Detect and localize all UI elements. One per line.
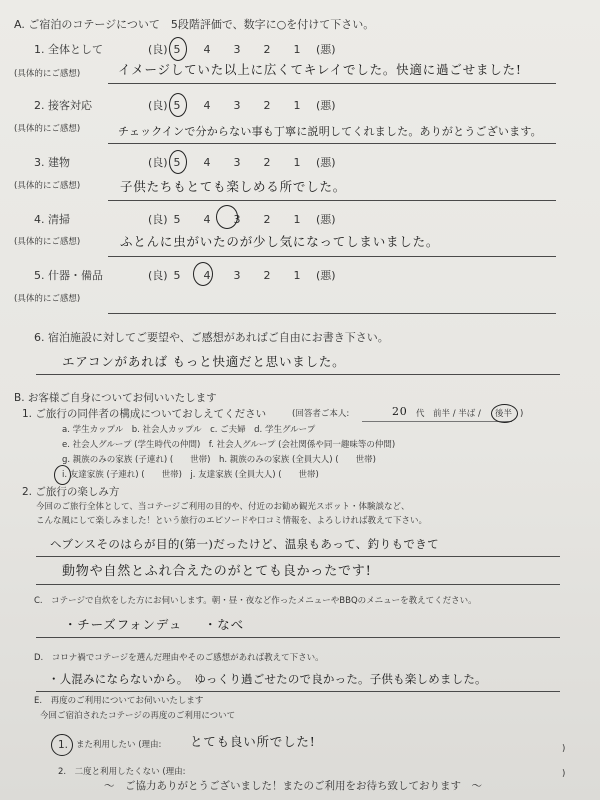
companion-options-1: a. 学生カップル b. 社会人カップル c. ご夫婦 d. 学生グループ <box>62 425 316 435</box>
score-4: 4 <box>203 156 211 169</box>
score-1: 1 <box>293 99 301 112</box>
item-4-comment: ふとんに虫がいたのが少し気になってしまいました。 <box>120 234 440 249</box>
respondent-choice: 後半 <box>495 409 513 419</box>
section-e-sub: 今回ご宿泊されたコテージの再度のご利用について <box>40 711 236 721</box>
item-2-good: (良) <box>148 99 168 112</box>
item-1-label: 1. 全体として <box>34 43 103 56</box>
score-2: 2 <box>263 269 271 282</box>
score-5: 5 <box>173 213 181 226</box>
q2-answer-line-2 <box>36 584 560 585</box>
item-5-scores <box>162 270 312 281</box>
section-c-header: C. コテージで自炊をした方にお伺いします。朝・昼・夜など作ったメニューやBBQのメニューを教えてください。 <box>34 596 477 606</box>
score-2: 2 <box>263 156 271 169</box>
q6-label: 6. 宿泊施設に対してご要望や、ご感想があればご自由にお書き下さい。 <box>34 331 389 344</box>
thanks-message: ～ ご協力ありがとうございました！またのご利用をお待ち致しております ～ <box>104 780 482 792</box>
reuse-option-1-close: ) <box>562 744 566 754</box>
score-4: 4 <box>203 269 211 282</box>
q2-answer-1: ヘブンスそのはらが目的(第一)だったけど、温泉もあって、釣りもできて <box>50 537 440 551</box>
item-3-label: 3. 建物 <box>34 156 70 169</box>
reuse-option-1-number: 1. <box>58 739 69 751</box>
q2-label: 2. ご旅行の楽しみ方 <box>22 486 120 498</box>
item-3-comment: 子供たちもとても楽しめる所でした。 <box>120 179 347 194</box>
item-5-good: (良) <box>148 269 168 282</box>
section-e-header: E. 再度のご利用についてお伺いいたします <box>34 696 204 706</box>
item-1-bad: (悪) <box>316 43 336 56</box>
reuse-option-1-reason: とても良い所でした! <box>190 734 316 749</box>
item-5-comment-line <box>108 313 556 314</box>
item-4-detail-label: (具体的にご感想) <box>14 237 81 247</box>
respondent-suffix: 代 前半 / 半ば / <box>416 409 481 419</box>
score-1: 1 <box>293 156 301 169</box>
item-4-comment-line <box>108 256 556 257</box>
section-c-answer-2: ・なべ <box>204 617 244 632</box>
score-5: 5 <box>173 269 181 282</box>
item-3-good: (良) <box>148 156 168 169</box>
respondent-label: (回答者ご本人: <box>292 409 350 419</box>
item-1-comment-line <box>108 83 556 84</box>
item-1-comment: イメージしていた以上に広くてキレイでした。快適に過ごせました! <box>118 62 522 77</box>
item-5-detail-label: (具体的にご感想) <box>14 294 81 304</box>
item-2-comment: チェックインで分からない事も丁寧に説明してくれました。ありがとうございます。 <box>118 125 542 138</box>
item-5-selected-circle <box>193 262 213 286</box>
item-1-detail-label: (具体的にご感想) <box>14 69 81 79</box>
item-2-bad: (悪) <box>316 99 336 112</box>
section-a-header: A. ご宿泊のコテージについて 5段階評価で、数字に○を付けて下さい。 <box>14 18 375 31</box>
companion-options-2: e. 社会人グループ (学生時代の仲間) f. 社会人グループ (会社関係や同一趣味等の仲間) <box>62 440 396 450</box>
score-3: 3 <box>233 43 241 56</box>
score-3: 3 <box>233 213 241 226</box>
item-3-bad: (悪) <box>316 156 336 169</box>
item-2-comment-line <box>108 143 556 144</box>
item-1-good: (良) <box>148 43 168 56</box>
q2-desc-1: 今回のご旅行全体として、当コテージご利用の目的や、付近のお勧め観光スポット・体験談など、 <box>36 502 410 512</box>
companion-choice-circle <box>54 465 71 485</box>
q6-answer-line <box>36 374 560 375</box>
q1-label: 1. ご旅行の同伴者の構成についておしえてください <box>22 408 267 420</box>
item-1-selected-circle <box>169 37 187 61</box>
item-5-label: 5. 什器・備品 <box>34 269 103 282</box>
q2-answer-2: 動物や自然とふれ合えたのがとても良かったです! <box>62 564 372 579</box>
score-1: 1 <box>293 213 301 226</box>
respondent-age: 20 <box>392 405 408 418</box>
respondent-line <box>362 421 512 422</box>
respondent-close: ) <box>520 409 524 419</box>
reuse-option-1-label: また利用したい (理由: <box>76 740 162 750</box>
score-3: 3 <box>233 156 241 169</box>
item-4-good: (良) <box>148 213 168 226</box>
score-4: 4 <box>203 99 211 112</box>
item-4-bad: (悪) <box>316 213 336 226</box>
section-d-header: D. コロナ禍でコテージを選んだ理由やそのご感想があれば教えて下さい。 <box>34 653 324 663</box>
respondent-choice-circle <box>491 404 518 423</box>
item-4-label: 4. 清掃 <box>34 213 70 226</box>
section-b-header: B. お客様ご自身についてお伺いいたします <box>14 392 217 404</box>
q2-answer-line-1 <box>36 556 560 557</box>
score-3: 3 <box>233 99 241 112</box>
reuse-option-2-label: 2. 二度と利用したくない (理由: <box>58 767 186 777</box>
q6-answer: エアコンがあれば もっと快適だと思いました。 <box>62 354 346 369</box>
reuse-option-2-close: ) <box>562 769 566 779</box>
reuse-option-1-circle <box>51 734 73 756</box>
score-4: 4 <box>203 43 211 56</box>
item-2-detail-label: (具体的にご感想) <box>14 124 81 134</box>
item-3-detail-label: (具体的にご感想) <box>14 181 81 191</box>
score-1: 1 <box>293 269 301 282</box>
section-c-answer-1: ・チーズフォンデュ <box>64 617 183 632</box>
section-d-answer: ・人混みにならないから。 ゆっくり過ごせたので良かった。子供も楽しめました。 <box>48 672 487 686</box>
item-3-selected-circle <box>169 150 187 174</box>
companion-options-4: i. 友達家族 (子連れ) ( 世帯) j. 友達家族 (全員大人) ( 世帯) <box>62 470 319 480</box>
score-2: 2 <box>263 43 271 56</box>
score-1: 1 <box>293 43 301 56</box>
section-c-answer-line <box>36 637 560 638</box>
score-5: 5 <box>173 156 181 169</box>
item-4-selected-circle <box>216 205 238 229</box>
score-3: 3 <box>233 269 241 282</box>
item-3-comment-line <box>108 200 556 201</box>
score-2: 2 <box>263 213 271 226</box>
companion-options-3: g. 親族のみの家族 (子連れ) ( 世帯) h. 親族のみの家族 (全員大人) ( 世帯) <box>62 455 376 465</box>
score-5: 5 <box>173 43 181 56</box>
score-4: 4 <box>203 213 211 226</box>
item-5-bad: (悪) <box>316 269 336 282</box>
item-2-selected-circle <box>169 93 187 117</box>
score-2: 2 <box>263 99 271 112</box>
q2-desc-2: こんな風にして楽しみました！という旅行のエピソードや口コミ情報を、よろしければ教えて下さい。 <box>36 516 428 526</box>
section-d-answer-line <box>36 691 560 692</box>
score-5: 5 <box>173 99 181 112</box>
item-2-label: 2. 接客対応 <box>34 99 92 112</box>
